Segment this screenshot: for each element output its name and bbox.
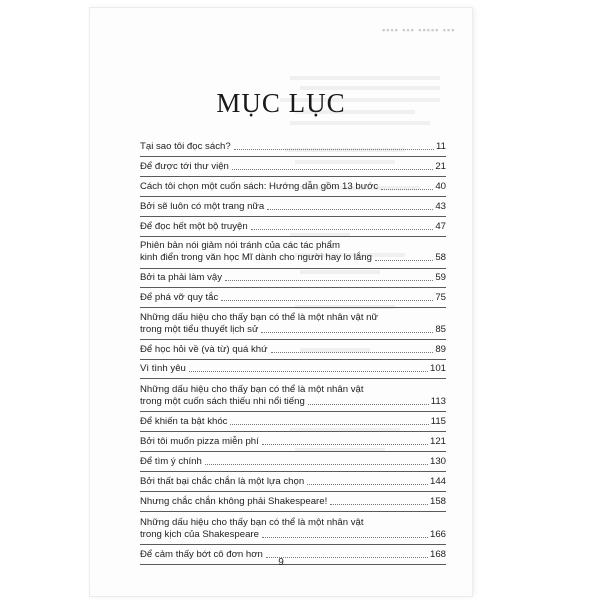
- entry-page-number: 166: [429, 529, 446, 540]
- entry-divider: [140, 339, 446, 340]
- dot-leader: [234, 149, 434, 150]
- entry-line: [140, 252, 446, 264]
- dot-leader: [381, 189, 433, 190]
- entry-line: [140, 161, 446, 173]
- entry-title: Phiên bản nói giảm nói tránh của các tác phẩm: [140, 240, 340, 251]
- toc-entry[interactable]: [140, 476, 446, 488]
- entry-title: Để phá vỡ quy tắc: [140, 292, 219, 303]
- entry-title: Vì tình yêu: [140, 363, 186, 374]
- entry-divider: [140, 451, 446, 452]
- entry-title: Nhưng chắc chắn không phải Shakespeare!: [140, 496, 328, 507]
- dot-leader: [205, 464, 428, 465]
- entry-line: [140, 363, 446, 375]
- dot-leader: [251, 229, 434, 230]
- entry-divider: [140, 176, 446, 177]
- toc-entry[interactable]: [140, 201, 446, 213]
- entry-line: [140, 221, 446, 233]
- dot-leader: [189, 371, 428, 372]
- entry-line: [140, 416, 446, 428]
- entry-page-number: 58: [435, 252, 446, 263]
- entry-title: Cách tôi chọn một cuốn sách: Hướng dẫn gồm 13 bước: [140, 181, 379, 192]
- entry-line: [140, 141, 446, 153]
- entry-page-number: 168: [429, 549, 446, 560]
- dot-leader: [262, 537, 428, 538]
- dot-leader: [267, 209, 433, 210]
- page-number: 9: [278, 557, 284, 568]
- toc-entry[interactable]: [140, 384, 446, 408]
- toc-entry[interactable]: [140, 363, 446, 375]
- entry-title: Để cảm thấy bớt cô đơn hơn: [140, 549, 263, 560]
- toc-entry[interactable]: [140, 161, 446, 173]
- entry-title: Bởi ta phải làm vậy: [140, 272, 223, 283]
- entry-title: Bởi thất bại chắc chắn là một lựa chọn: [140, 476, 305, 487]
- entry-divider: [140, 236, 446, 237]
- dot-leader: [225, 280, 433, 281]
- entry-divider: [140, 156, 446, 157]
- entry-title: Những dấu hiệu cho thấy bạn có thể là một nhân vật: [140, 517, 364, 528]
- entry-page-number: 144: [429, 476, 446, 487]
- entry-title: Để học hỏi về (và từ) quá khứ: [140, 344, 268, 355]
- toc-entry[interactable]: [140, 272, 446, 284]
- entry-line: [140, 272, 446, 284]
- dot-leader: [262, 444, 428, 445]
- entry-line: [140, 344, 446, 356]
- toc-entry[interactable]: [140, 181, 446, 193]
- entry-divider: [140, 431, 446, 432]
- entry-line: [140, 456, 446, 468]
- toc-entry[interactable]: [140, 292, 446, 304]
- entry-divider: [140, 471, 446, 472]
- dot-leader: [375, 260, 433, 261]
- entry-page-number: 59: [435, 272, 446, 283]
- entry-divider: [140, 307, 446, 308]
- entry-divider: [140, 216, 446, 217]
- entry-page-number: 75: [435, 292, 446, 303]
- dot-leader: [230, 424, 428, 425]
- toc-entry[interactable]: [140, 312, 446, 336]
- entry-line: [140, 201, 446, 213]
- toc-entry[interactable]: [140, 416, 446, 428]
- entry-divider: [140, 287, 446, 288]
- entry-divider: [140, 511, 446, 512]
- dot-leader: [307, 484, 428, 485]
- entry-title: Để tìm ý chính: [140, 456, 202, 467]
- dot-leader: [261, 332, 433, 333]
- entry-line: [140, 396, 446, 408]
- toc-entry[interactable]: [140, 344, 446, 356]
- toc-entry[interactable]: [140, 141, 446, 153]
- show-through-line: [290, 121, 430, 125]
- entry-page-number: 113: [430, 396, 446, 407]
- entry-line: [140, 496, 446, 508]
- entry-page-number: 47: [435, 221, 446, 232]
- entry-divider: [140, 268, 446, 269]
- entry-title: Những dấu hiệu cho thấy bạn có thể là một nhân vật: [140, 384, 364, 395]
- dot-leader: [221, 300, 433, 301]
- entry-divider: [140, 378, 446, 379]
- entry-page-number: 11: [436, 141, 446, 152]
- entry-title: Tại sao tôi đọc sách?: [140, 141, 231, 152]
- book-page: [90, 8, 472, 596]
- entry-title: Bởi sẽ luôn có một trang nữa: [140, 201, 265, 212]
- entry-line: [140, 181, 446, 193]
- entry-page-number: 101: [429, 363, 446, 374]
- entry-title: Để được tới thư viện: [140, 161, 229, 172]
- entry-divider: [140, 491, 446, 492]
- dot-leader: [330, 504, 428, 505]
- dot-leader: [271, 352, 434, 353]
- entry-page-number: 115: [430, 416, 446, 427]
- entry-divider: [140, 359, 446, 360]
- dot-leader: [308, 404, 429, 405]
- toc-entry[interactable]: [140, 221, 446, 233]
- entry-page-number: 130: [429, 456, 446, 467]
- entry-page-number: 40: [435, 181, 446, 192]
- entry-page-number: 121: [429, 436, 446, 447]
- entry-page-number: 158: [429, 496, 446, 507]
- entry-title: Để khiến ta bật khóc: [140, 416, 228, 427]
- entry-page-number: 21: [435, 161, 446, 172]
- entry-title: trong kịch của Shakespeare: [140, 529, 259, 540]
- entry-divider: [140, 196, 446, 197]
- entry-title: Những dấu hiệu cho thấy bạn có thể là một nhân vật nữ: [140, 312, 378, 323]
- entry-title: Bởi tôi muốn pizza miễn phí: [140, 436, 259, 447]
- entry-line: [140, 529, 446, 541]
- entry-divider: [140, 544, 446, 545]
- entry-page-number: 43: [435, 201, 446, 212]
- toc-title: MỤC LỤC: [216, 88, 346, 118]
- dot-leader: [232, 169, 433, 170]
- entry-title: Để đọc hết một bộ truyện: [140, 221, 248, 232]
- entry-page-number: 85: [435, 324, 446, 335]
- entry-line: [140, 436, 446, 448]
- show-through-header: ▪▪▪ ▪▪▪▪▪ ▪▪▪ ▪▪▪▪: [380, 25, 454, 35]
- toc-entry[interactable]: [140, 240, 446, 264]
- entry-divider: [140, 411, 446, 412]
- entry-page-number: 89: [435, 344, 446, 355]
- entry-line: [140, 324, 446, 336]
- entry-line: [140, 476, 446, 488]
- toc-entry[interactable]: [140, 517, 446, 541]
- entry-line: [140, 292, 446, 304]
- entry-title: trong một tiểu thuyết lịch sử: [140, 324, 259, 335]
- entry-title: kinh điển trong văn học Mĩ dành cho người hay lo lắng: [140, 252, 372, 263]
- toc-entry[interactable]: [140, 496, 446, 508]
- toc-entry[interactable]: [140, 436, 446, 448]
- toc-entry[interactable]: [140, 456, 446, 468]
- show-through-line: [290, 76, 440, 80]
- entry-title: trong một cuốn sách thiếu nhi nổi tiếng: [140, 396, 305, 407]
